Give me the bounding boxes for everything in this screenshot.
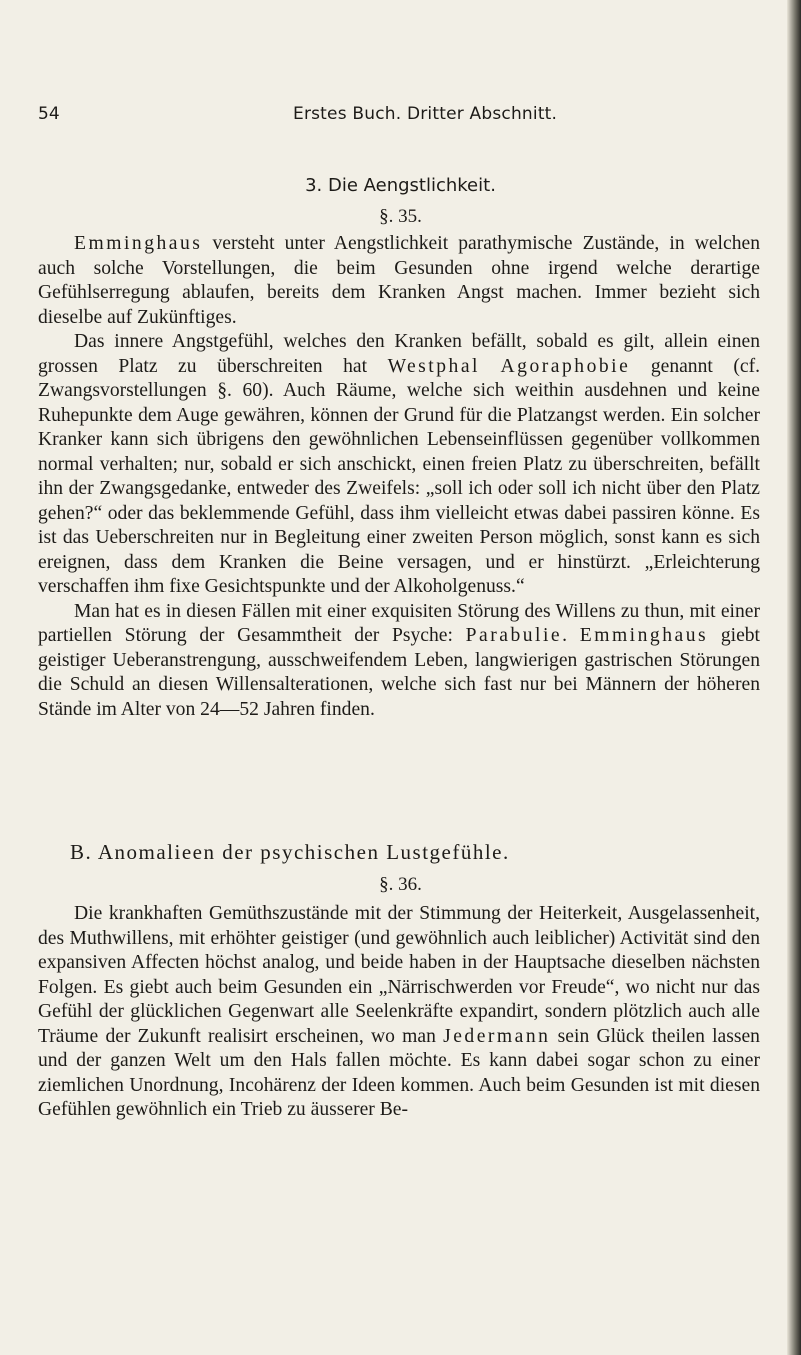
paragraph-text: giebt geistiger Ueberanstrengung, ausschweifendem Leben, langwierigen gastrischen Störungen die Schuld an diesen Willensalterationen, welche sich fast nur bei Männern der höheren Stände im Alter von 24—52 Jahren finden.	[38, 625, 761, 720]
paragraph-text: genannt (cf. Zwangsvorstellungen §. 60). Auch Räume, welche sich weithin ausdehnen und keine Ruhepunkte dem Auge gewähren, können der Grund für die Platzangst werden. Ein solcher Kranker kann sich übrigens den gewöhnlichen Lebenseinflüssen gegenüber vollkommen normal verhalten; nur, sobald er sich anschickt, einen freien Platz zu überschreiten, befällt ihn der Zwangsgedanke, entweder des Zweifels: „soll ich oder soll ich nicht über den Platz gehen?“ oder das beklemmende Gefühl, dass ihm vielleicht etwas dabei passiren könne. Es ist das Ueberschreiten nur in Begleitung einer zweiten Person möglich, sonst kann es sich ereignen, dass dem Kranken die Beine versagen, und er hinstürzt. „Erleichterung verschaffen ihm fixe Gesichtspunkte und der Alkoholgenuss.“	[38, 355, 761, 597]
paragraph-number-36: §. 36.	[379, 874, 422, 895]
section-heading-aengstlichkeit: 3. Die Aengstlichkeit.	[305, 175, 496, 196]
page-number: 54	[38, 104, 60, 124]
section1-body	[38, 232, 760, 722]
paragraph-text: Das innere Angstgefühl, welches den Kranken befällt, sobald es gilt, allein einen grossen Platz zu überschreiten hat	[38, 331, 760, 377]
author-name: Emminghaus	[579, 625, 709, 646]
paragraph-text: Man hat es in diesen Fällen mit einer exquisiten Störung des Willens zu thun, mit einer partiellen Störung der Gesammtheit der Psyche:	[38, 600, 760, 646]
term: Agoraphobie	[500, 355, 631, 377]
section-heading-anomalieen	[70, 840, 770, 865]
running-header	[38, 104, 758, 128]
paragraph	[38, 600, 760, 723]
section2-body	[38, 902, 760, 1123]
heading-text: Anomalieen der psychischen Lustgefühle.	[97, 840, 510, 864]
heading-prefix: B.	[70, 840, 93, 864]
running-title: Erstes Buch. Dritter Abschnitt.	[293, 104, 558, 124]
paragraph	[38, 902, 760, 1123]
paragraph-text: Die krankhaften Gemüthszustände mit der Stimmung der Heiterkeit, Ausgelassenheit, des Muthwillens, mit erhöhter geistiger (und gewöhnlich auch leiblicher) Activität sind den expansiven Affecten höchst analog, und beide haben in der Hauptsache dieselben nächsten Folgen. Es giebt auch beim Gesunden ein „Närrischwerden vor Freude“, wo nicht nur das Gefühl der glücklichen Gegenwart alle Seelenkräfte expandirt, sondern plötzlich auch alle Träume der Zukunft realisirt erscheinen, wo man	[38, 903, 760, 1047]
paragraph	[38, 232, 760, 330]
paragraph	[38, 330, 760, 600]
page-edge	[787, 0, 801, 1355]
name: Jedermann	[443, 1025, 551, 1047]
paragraph-text: sein Glück theilen lassen und der ganzen Welt um den Hals fallen möchte. Es kann dabei sogar schon zu einer ziemlichen Unordnung, Incohärenz der Ideen kommen. Auch beim Gesunden ist mit diesen Gefühlen gewöhnlich ein Trieb zu äusserer Be-	[38, 1025, 760, 1120]
paragraph-text: versteht unter Aengstlichkeit parathymische Zustände, in welchen auch solche Vorstellungen, die beim Gesunden ohne irgend welche derartige Gefühlserregung ablaufen, bereits dem Kranken Angst machen. Immer bezieht sich dieselbe auf Zukünftiges.	[38, 233, 760, 328]
term: Parabulie	[465, 625, 563, 646]
author-name: Emminghaus	[74, 233, 203, 254]
paragraph-text: .	[562, 625, 580, 646]
author-name: Westphal	[387, 355, 480, 377]
paragraph-number-35: §. 35.	[379, 206, 422, 227]
